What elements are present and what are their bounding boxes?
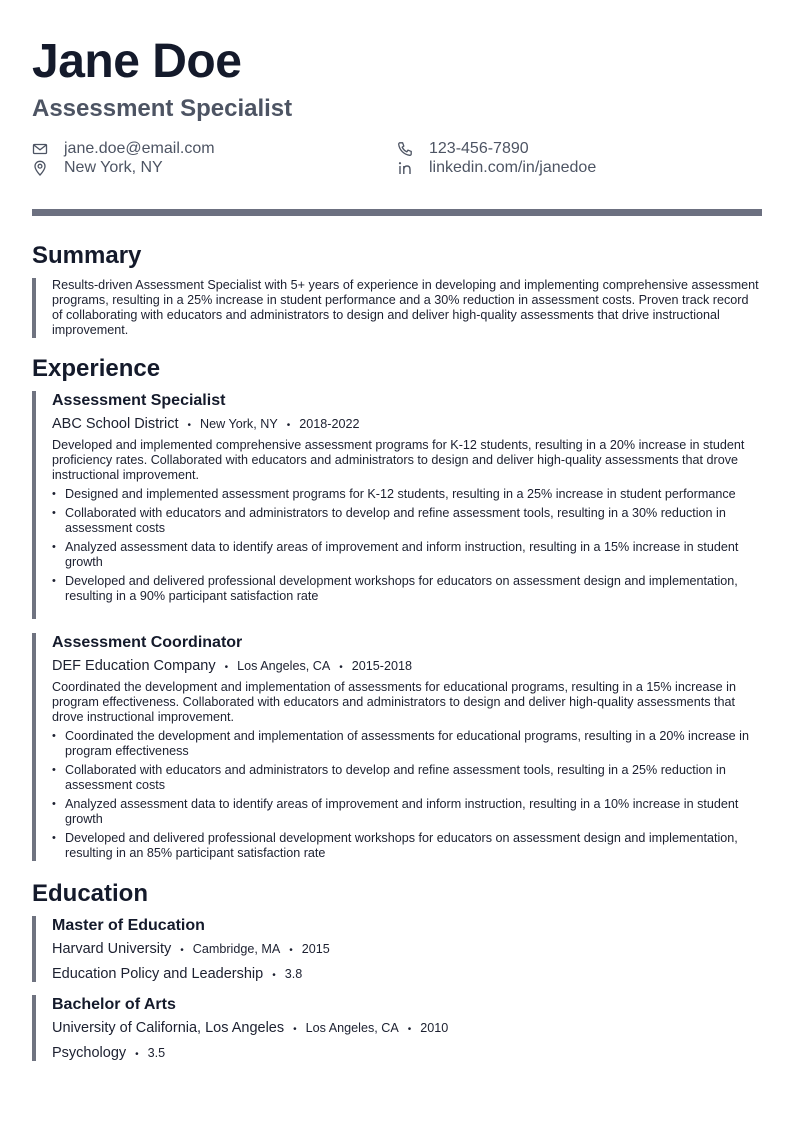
candidate-role: Assessment Specialist: [32, 95, 293, 122]
job-dates: 2018-2022: [299, 417, 360, 431]
job-company: ABC School District: [52, 416, 179, 432]
separator-dot: •: [289, 945, 293, 956]
job-entry: [32, 391, 762, 619]
job-bullet: • Designed and implemented assessment programs for K-12 students, resulting in a 25% increase in student performance: [52, 487, 762, 502]
separator-dot: •: [135, 1049, 139, 1060]
graduation-year: 2015: [301, 942, 330, 956]
separator-dot: •: [224, 662, 229, 673]
location-pin-icon: [32, 160, 48, 176]
job-title: Assessment Coordinator: [52, 634, 243, 651]
job-bullets: [52, 729, 762, 861]
separator-dot: •: [293, 1024, 297, 1035]
summary-text: Results-driven Assessment Specialist with 5+ years of experience in developing and implementing comprehensive assessment programs, resulting in a 25% increase in student performance and a 30% reduction in assessment costs. Proven track record of collaborating with educators and administrators to design and deliver high-quality assessments that drive instructional improvement.: [52, 278, 759, 337]
job-bullet: • Analyzed assessment data to identify areas of improvement and inform instruction, resulting in a 15% increase in student growth: [52, 540, 762, 570]
education-field-row: [52, 1043, 762, 1065]
mail-icon: [32, 141, 48, 157]
field-of-study: Education Policy and Leadership: [52, 966, 264, 982]
school-location: Cambridge, MA: [192, 942, 281, 956]
school-name: Harvard University: [52, 941, 172, 957]
separator-dot: •: [272, 970, 276, 981]
contact-email[interactable]: [32, 139, 215, 158]
separator-dot: •: [187, 420, 192, 431]
separator-dot: •: [407, 1024, 412, 1035]
job-location: New York, NY: [200, 417, 278, 431]
education-entry: [32, 995, 762, 1061]
job-entry: [32, 633, 762, 861]
education-meta: [52, 1018, 762, 1040]
job-title: Assessment Specialist: [52, 392, 226, 409]
linkedin-text: linkedin.com/in/janedoe: [429, 159, 597, 176]
job-dates: 2015-2018: [351, 659, 412, 673]
job-location: Los Angeles, CA: [237, 659, 331, 673]
job-bullet: • Analyzed assessment data to identify areas of improvement and inform instruction, resulting in a 10% increase in student growth: [52, 797, 762, 827]
phone-text: 123-456-7890: [429, 140, 529, 157]
education-field-row: [52, 964, 762, 986]
graduation-year: 2010: [420, 1021, 449, 1035]
contact-phone[interactable]: [397, 139, 529, 158]
job-description: Coordinated the development and implementation of assessments for educational programs, resulting in a 15% increase in program effectiveness. Collaborated with educators and administrators to design and deliver high-quality assessments that drove instructional improvement.: [52, 680, 736, 724]
summary-block: [32, 278, 762, 338]
separator-dot: •: [286, 420, 291, 431]
separator-dot: •: [180, 945, 184, 956]
job-bullet: • Developed and delivered professional development workshops for educators on assessment design and implementation, resulting in a 90% participant satisfaction rate: [52, 574, 762, 604]
job-bullet: • Collaborated with educators and administrators to develop and refine assessment tools, resulting in a 30% reduction in assessment costs: [52, 506, 762, 536]
experience-heading: Experience: [32, 355, 161, 382]
degree-title: Master of Education: [52, 917, 205, 934]
gpa: 3.5: [147, 1046, 166, 1060]
job-meta: [52, 414, 762, 436]
contact-location: [32, 158, 163, 177]
job-bullet: • Collaborated with educators and administrators to develop and refine assessment tools, resulting in a 25% reduction in assessment costs: [52, 763, 762, 793]
contact-linkedin[interactable]: [397, 158, 596, 177]
location-text: New York, NY: [64, 159, 163, 176]
job-meta: [52, 656, 762, 678]
email-text: jane.doe@email.com: [64, 140, 215, 157]
education-entry: [32, 916, 762, 982]
job-bullet: • Coordinated the development and implementation of assessments for educational programs, resulting in a 20% increase in program effectiveness: [52, 729, 762, 759]
field-of-study: Psychology: [52, 1045, 127, 1061]
gpa: 3.8: [284, 967, 303, 981]
job-company: DEF Education Company: [52, 658, 216, 674]
phone-icon: [397, 141, 413, 157]
education-meta: [52, 939, 762, 961]
job-bullets: [52, 487, 762, 604]
job-description: Developed and implemented comprehensive assessment programs for K-12 students, resulting in a 20% increase in student proficiency rates. Collaborated with educators and administrators to design and deliver high-quality assessments that drove instructional improvement.: [52, 438, 745, 482]
degree-title: Bachelor of Arts: [52, 996, 176, 1013]
header-divider: [32, 209, 762, 216]
candidate-name: Jane Doe: [32, 35, 242, 88]
school-location: Los Angeles, CA: [305, 1021, 399, 1035]
linkedin-icon: [397, 160, 413, 176]
education-heading: Education: [32, 880, 149, 907]
summary-heading: Summary: [32, 242, 142, 269]
job-bullet: • Developed and delivered professional development workshops for educators on assessment design and implementation, resulting in an 85% participant satisfaction rate: [52, 831, 762, 861]
separator-dot: •: [339, 662, 343, 673]
school-name: University of California, Los Angeles: [52, 1020, 285, 1036]
